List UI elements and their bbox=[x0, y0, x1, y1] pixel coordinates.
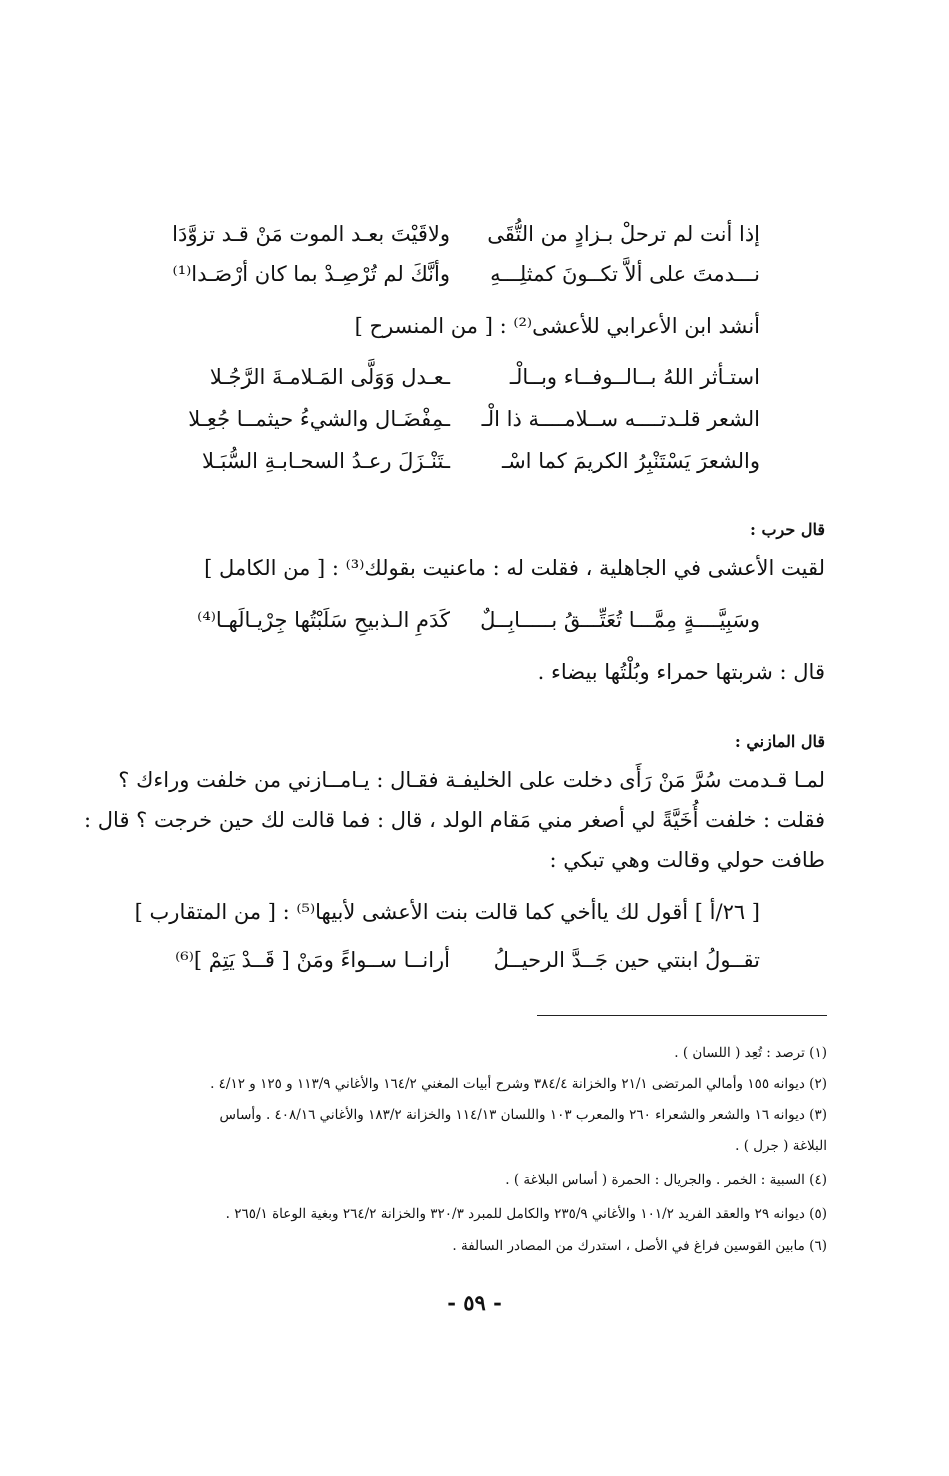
verse-hemistich-second: ـتَنْـزَلَ رعـدُ السحـابـةِ السُّبَـلا bbox=[201, 449, 450, 473]
verse-intro: [ ٢٦/أ ] أقول لك ياأخي كما قالت بنت الأعشى لأبيها⁽⁵⁾ : [ من المتقارب ] bbox=[134, 900, 760, 924]
footnote-separator bbox=[537, 1015, 827, 1016]
verse-line bbox=[160, 407, 760, 447]
verse-line bbox=[160, 948, 760, 988]
prose-line: طافت حولي وقالت وهي تبكي : bbox=[549, 848, 825, 872]
verse-hemistich-first: استـأثر اللهُ بــالــوفــاء وبــالْـ bbox=[509, 365, 760, 389]
verse-line bbox=[160, 262, 760, 302]
footnote: (٢) ديوانه ١٥٥ وأمالي المرتضى ٢١/١ والخزانة ٣٨٤/٤ وشرح أبيات المغني ١٦٤/٢ والأغاني ١١٣/٩ و ١٢٥ و ٤/١٢ . bbox=[210, 1076, 827, 1092]
verse-line bbox=[160, 608, 760, 648]
verse-hemistich-first: إذا أنت لم ترحلْ بـزادٍ من التُّقَى bbox=[487, 222, 760, 246]
verse-hemistich-first: والشعرَ يَسْتَنْبِرُ الكريمَ كما اسْـ bbox=[501, 449, 760, 473]
footnote-continuation: البلاغة ( جرل ) . bbox=[735, 1138, 827, 1154]
verse-line bbox=[160, 365, 760, 405]
prose-line: لمـا قـدمت سُرَّ مَنْ رَأَى دخلت على الخليفـة فقـال : يـامــازني من خلفت وراءك ؟ bbox=[118, 768, 825, 792]
verse-hemistich-first: نـــدمتَ على ألاَّ تكــونَ كمثلِـــهِ bbox=[490, 262, 760, 286]
footnote: (٦) مابين القوسين فراغ في الأصل ، استدرك من المصادر السالفة . bbox=[452, 1238, 827, 1254]
verse-hemistich-first: الشعر قلـدتــــه ســلامــــة ذا الْـ bbox=[481, 407, 760, 431]
verse-line bbox=[160, 222, 760, 262]
page-number: - ٥٩ - bbox=[447, 1290, 502, 1315]
verse-hemistich-first: وسَبِيَّــــةٍ مِمَّـــا تُعَتِّـــقُ بـــــابِــلٌ bbox=[480, 608, 760, 632]
footnote: (١) ترصد : تُعِد ( اللسان ) . bbox=[674, 1045, 827, 1061]
footnote: (٥) ديوانه ٢٩ والعقد الفريد ١٠١/٢ والأغاني ٢٣٥/٩ والكامل للمبرد ٣٢٠/٣ والخزانة ٢٦٤/٢ وبغية الوعاة ٢٦٥/١ . bbox=[225, 1206, 827, 1222]
prose-line: لقيت الأعشى في الجاهلية ، فقلت له : ماعنيت بقولك⁽³⁾ : [ من الكامل ] bbox=[204, 556, 825, 580]
verse-intro: أنشد ابن الأعرابي للأعشى⁽²⁾ : [ من المنسرح ] bbox=[354, 314, 760, 338]
verse-line bbox=[160, 449, 760, 489]
verse-hemistich-second: كَدَمِ الـذبيحِ سَلَبْتُها جِرْيـالَهـا⁽⁴⁾ bbox=[197, 608, 450, 632]
verse-hemistich-first: تقــولُ ابنتي حين جَــدَّ الرحيــلُ bbox=[493, 948, 760, 972]
section-label: قال المازني : bbox=[734, 732, 825, 751]
verse-hemistich-second: ـعـدل وَوَلَّى المَـلامـةَ الرَّجُـلا bbox=[209, 365, 450, 389]
verse-hemistich-second: أرانــا ســواءً ومَنْ [ قَــدْ يَتِمْ ]⁽⁶⁾ bbox=[175, 948, 450, 972]
prose-line: فقلت : خلفت أُخَيَّةً لي أصغر مني مَقام الولد ، قال : فما قالت لك حين خرجت ؟ قال : bbox=[84, 808, 825, 832]
verse-hemistich-second: ـمِفْضَـال والشيءُ حيثمــا جُعِـلا bbox=[188, 407, 450, 431]
verse-hemistich-second: ولاقَيْتَ بعـد الموت مَنْ قـد تزوَّدَا bbox=[172, 222, 450, 246]
section-label: قال حرب : bbox=[750, 520, 825, 539]
footnote: (٣) ديوانه ١٦ والشعر والشعراء ٢٦٠ والمعرب ١٠٣ واللسان ١١٤/١٣ والخزانة ١٨٣/٢ والأغاني ٤٠٨/١٦ . وأساس bbox=[219, 1107, 827, 1123]
prose-line: قال : شربتها حمراء وبُلْتُها بيضاء . bbox=[537, 660, 825, 684]
footnote: (٤) السبية : الخمر . والجريال : الحمرة ( أساس البلاغة ) . bbox=[505, 1172, 827, 1188]
verse-hemistich-second: وأنَّكَ لم تُرْصِـدْ بما كان أرْصَـدا⁽¹⁾ bbox=[172, 262, 450, 286]
